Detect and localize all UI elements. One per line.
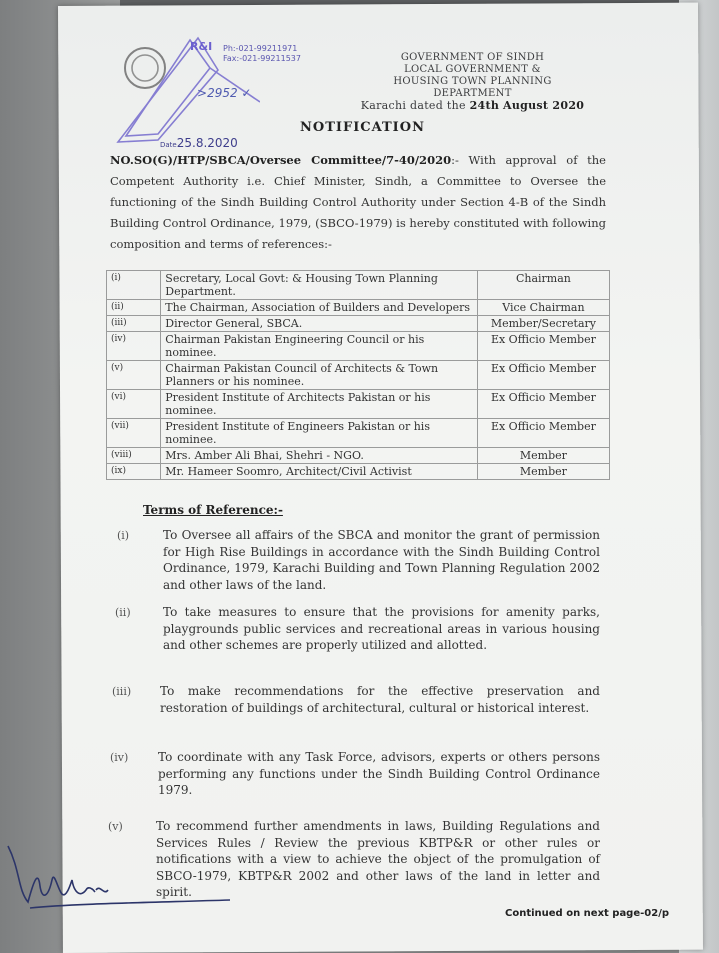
letterhead-line1: GOVERNMENT OF SINDH (400, 52, 545, 63)
letterhead-date: Karachi dated the 24th August 2020 (360, 99, 585, 112)
notification-title: NOTIFICATION (300, 120, 425, 135)
term-text: To Oversee all affairs of the SBCA and monitor the grant of permission for High Rise Buildings in accordance with the Sindh Building Control Ordinance, 1979, Karachi Building and Town Planning Regulation 2002 and other laws of the land. (163, 528, 600, 592)
composition-row (107, 390, 610, 419)
term-number: (v) (108, 820, 123, 833)
term-text: To recommend further amendments in laws, Building Regulations and Services Rules / Review the previous KBTP&R or other rules or notifications with a view to achieve the object of the promulgation of SBCO-1979, KBTP&R 2002 and other laws of the land in letter and spirit. (156, 819, 600, 899)
intro-text: :- With approval of the Competent Authority i.e. Chief Minister, Sindh, a Committee to Oversee the functioning of the Sindh Building Control Authority under Section 4-B of the Sindh Building Control Ordinance, 1979, (SBCO-1979) is hereby constituted with following composition and terms of references:- (110, 153, 606, 251)
reference-number: NO.SO(G)/HTP/SBCA/Oversee Committee/7-40/2020 (110, 153, 452, 167)
composition-num: (viii) (107, 448, 161, 464)
letterhead-line2: LOCAL GOVERNMENT & (404, 64, 541, 75)
composition-role: Chairman (477, 271, 609, 300)
composition-num: (ix) (107, 464, 161, 480)
composition-desc: The Chairman, Association of Builders and Developers (161, 300, 478, 316)
composition-desc: Secretary, Local Govt: & Housing Town Planning Department. (161, 271, 478, 300)
composition-role: Ex Officio Member (477, 332, 609, 361)
signature (0, 840, 250, 930)
stamp-date: Date25.8.2020 (160, 136, 238, 150)
composition-desc: Chairman Pakistan Engineering Council or his nominee. (161, 332, 478, 361)
composition-num: (vi) (107, 390, 161, 419)
composition-row (107, 300, 610, 316)
composition-role: Member (477, 464, 609, 480)
composition-row (107, 419, 610, 448)
term-text: To coordinate with any Task Force, advisors, experts or others persons performing any functions under the Sindh Building Control Ordinance 1979. (158, 750, 600, 797)
composition-role: Member (477, 448, 609, 464)
composition-num: (ii) (107, 300, 161, 316)
stamp-phone: Ph:-021-99211971 (223, 44, 298, 53)
composition-desc: Mrs. Amber Ali Bhai, Shehri - NGO. (161, 448, 478, 464)
composition-role: Ex Officio Member (477, 390, 609, 419)
composition-role: Ex Officio Member (477, 419, 609, 448)
term-text: To take measures to ensure that the provisions for amenity parks, playgrounds public services and recreational areas in various housing and other schemes are properly utilized and allotted. (163, 605, 600, 652)
composition-row (107, 448, 610, 464)
composition-role: Member/Secretary (477, 316, 609, 332)
letterhead-line3: HOUSING TOWN PLANNING DEPARTMENT (393, 76, 552, 99)
composition-num: (i) (107, 271, 161, 300)
letterhead (360, 52, 585, 112)
composition-desc: President Institute of Engineers Pakistan or his nominee. (161, 419, 478, 448)
composition-desc: President Institute of Architects Pakistan or his nominee. (161, 390, 478, 419)
continued-note: Continued on next page-02/p (505, 908, 670, 919)
stamp-label: R&I (190, 40, 213, 53)
term-number: (iv) (110, 751, 129, 764)
composition-role: Vice Chairman (477, 300, 609, 316)
stamp-contact (223, 44, 301, 64)
term-number: (iii) (112, 685, 132, 698)
composition-table (106, 270, 610, 480)
composition-row (107, 332, 610, 361)
term-text: To make recommendations for the effective preservation and restoration of buildings of architectural, cultural or historical interest. (160, 684, 600, 715)
term-number: (i) (117, 529, 130, 542)
composition-role: Ex Officio Member (477, 361, 609, 390)
composition-row (107, 271, 610, 300)
composition-num: (iv) (107, 332, 161, 361)
stamp-fax: Fax:-021-99211537 (223, 54, 301, 63)
composition-num: (vii) (107, 419, 161, 448)
composition-desc: Chairman Pakistan Council of Architects & Town Planners or his nominee. (161, 361, 478, 390)
composition-num: (iii) (107, 316, 161, 332)
stamp-number: >2952 ✓ (197, 86, 252, 100)
composition-desc: Mr. Hameer Soomro, Architect/Civil Activist (161, 464, 478, 480)
composition-row (107, 464, 610, 480)
terms-title: Terms of Reference:- (143, 503, 283, 517)
composition-desc: Director General, SBCA. (161, 316, 478, 332)
composition-num: (v) (107, 361, 161, 390)
term-number: (ii) (115, 606, 131, 619)
composition-row (107, 316, 610, 332)
composition-row (107, 361, 610, 390)
intro-paragraph (110, 150, 606, 255)
